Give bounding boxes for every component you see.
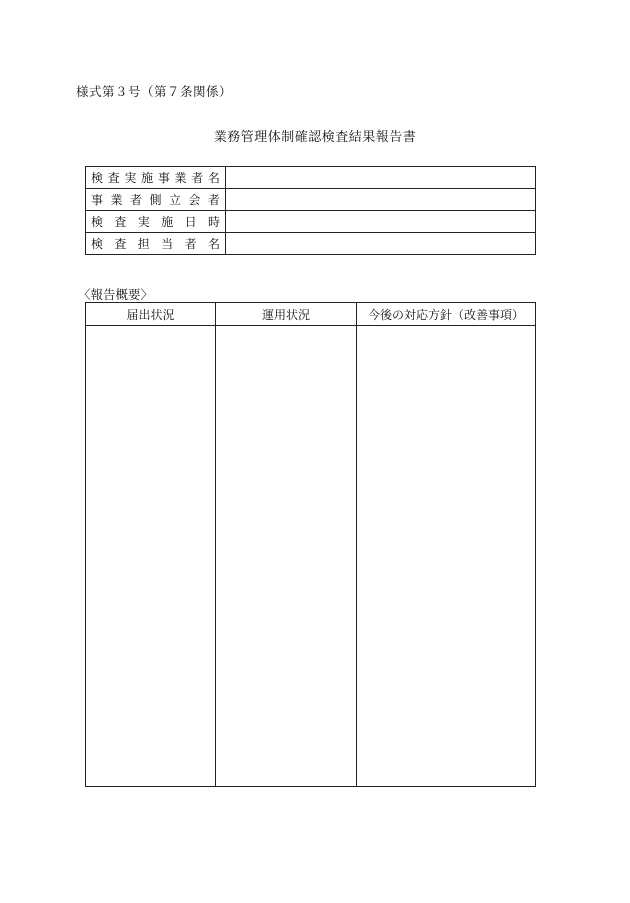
- info-row-inspector-name: [86, 233, 536, 255]
- char: 者: [207, 193, 220, 207]
- char: 者: [129, 193, 142, 207]
- char: 査: [114, 237, 127, 251]
- info-row-inspection-datetime: [86, 211, 536, 233]
- char: 立: [168, 193, 181, 207]
- report-summary-label: 〈報告概要〉: [78, 287, 154, 302]
- char: 査: [107, 171, 120, 185]
- summary-body-row: [86, 326, 536, 787]
- info-label: [86, 233, 226, 255]
- info-value-inspector-name[interactable]: [226, 233, 536, 255]
- char: 側: [149, 193, 162, 207]
- header-operation-status: 運用状況: [216, 303, 357, 326]
- cell-operation-status[interactable]: [216, 326, 357, 787]
- char: 会: [188, 193, 201, 207]
- info-label-chars: [91, 169, 220, 186]
- char: 検: [91, 215, 104, 229]
- char: 事: [157, 171, 170, 185]
- char: 当: [161, 237, 174, 251]
- document-title: 業務管理体制確認検査結果報告書: [213, 130, 417, 145]
- char: 業: [110, 193, 123, 207]
- char: 担: [137, 237, 150, 251]
- char: 査: [114, 215, 127, 229]
- char: 検: [91, 171, 104, 185]
- report-summary-table: [85, 302, 536, 787]
- char: 名: [207, 171, 220, 185]
- char: 事: [91, 193, 104, 207]
- info-label: [86, 189, 226, 211]
- cell-future-policy[interactable]: [357, 326, 536, 787]
- summary-header-row: [86, 303, 536, 326]
- char: 者: [184, 237, 197, 251]
- char: 施: [161, 215, 174, 229]
- info-label-chars: [91, 213, 220, 230]
- char: 実: [124, 171, 137, 185]
- info-label-chars: [91, 235, 220, 252]
- cell-filing-status[interactable]: [86, 326, 216, 787]
- char: 者: [191, 171, 204, 185]
- char: 名: [207, 237, 220, 251]
- info-label-chars: [91, 191, 220, 208]
- char: 検: [91, 237, 104, 251]
- info-value-business-witness[interactable]: [226, 189, 536, 211]
- info-row-business-witness: [86, 189, 536, 211]
- char: 実: [137, 215, 150, 229]
- info-label: [86, 211, 226, 233]
- inspection-info-table: [85, 166, 536, 255]
- char: 日: [184, 215, 197, 229]
- form-number-label: 様式第３号（第７条関係）: [76, 84, 233, 99]
- info-label: [86, 167, 226, 189]
- char: 時: [207, 215, 220, 229]
- info-value-inspection-business-name[interactable]: [226, 167, 536, 189]
- header-filing-status: 届出状況: [86, 303, 216, 326]
- info-value-inspection-datetime[interactable]: [226, 211, 536, 233]
- char: 施: [141, 171, 154, 185]
- header-future-policy: 今後の対応方針（改善事項）: [357, 303, 536, 326]
- info-row-inspection-business-name: [86, 167, 536, 189]
- char: 業: [174, 171, 187, 185]
